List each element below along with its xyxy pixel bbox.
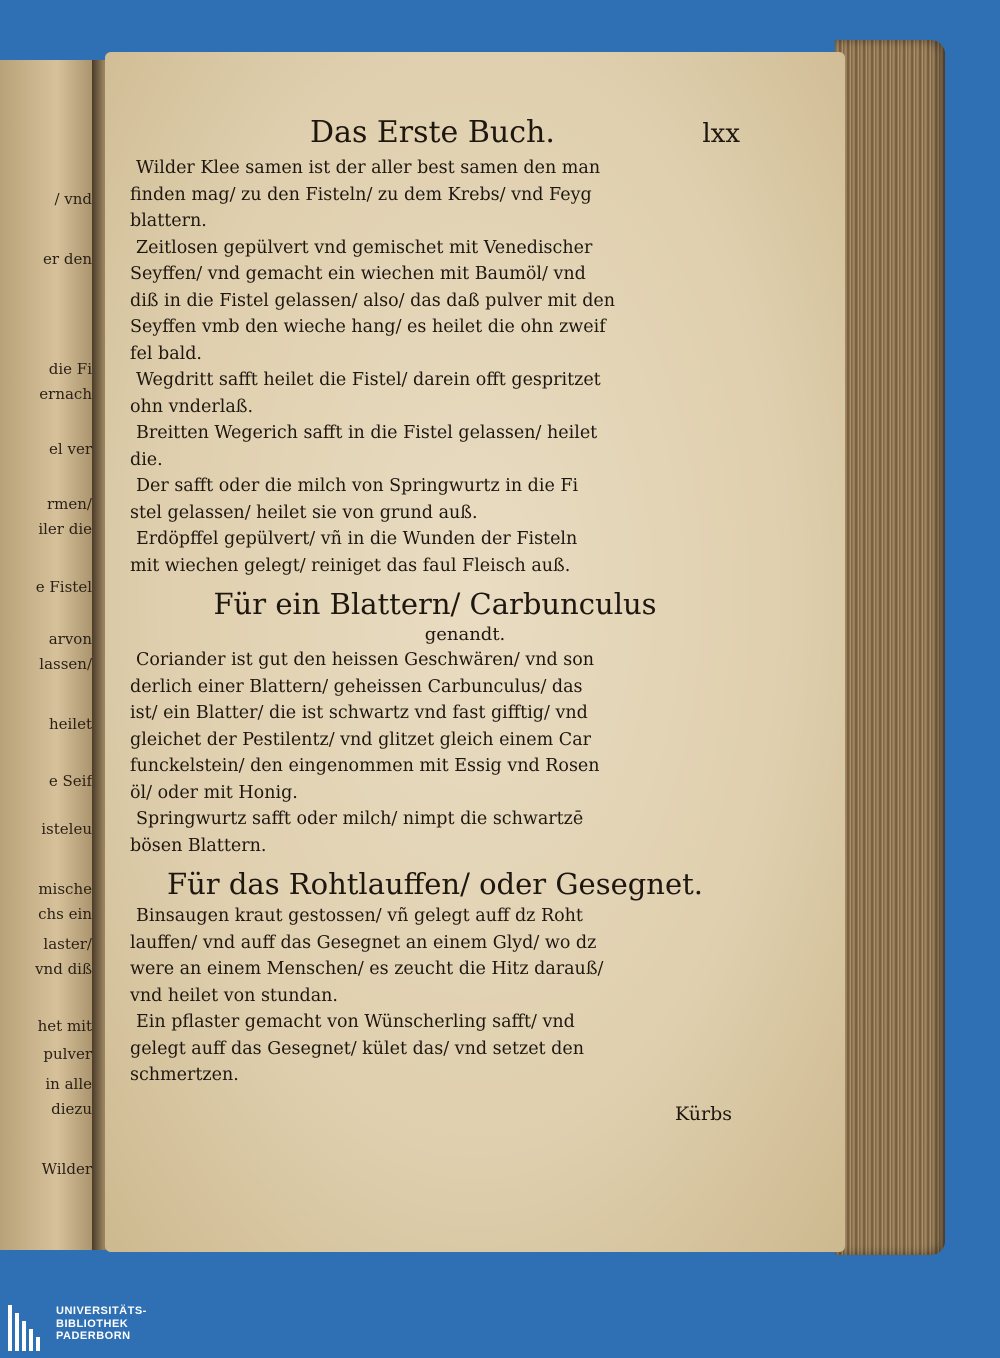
left-page-fragment: arvon	[48, 630, 92, 648]
paragraph	[130, 420, 740, 473]
library-logo-mark	[8, 1305, 46, 1351]
left-page-fragment: er den	[43, 250, 92, 268]
logo-line-2: BIBLIOTHEK	[56, 1317, 129, 1330]
left-page-fragment: pulver	[43, 1045, 92, 1063]
library-logo-text	[56, 1305, 147, 1343]
running-head-title: Das Erste Buch.	[310, 115, 555, 150]
text-line: Seyffen/ vnd gemacht ein wiechen mit Baumöl/ vnd	[130, 264, 586, 284]
text-line: vnd heilet von stundan.	[130, 985, 338, 1006]
text-line: stel gelassen/ heilet sie von grund auß.	[130, 502, 478, 523]
text-line: ohn vnderlaß.	[130, 396, 254, 417]
paragraph	[130, 155, 740, 235]
text-line: diß in die Fistel gelassen/ also/ das daß pulver mit den	[130, 290, 616, 311]
text-line: Breitten Wegerich safft in die Fistel gelassen/ heilet	[136, 423, 598, 443]
text-line: Der safft oder die milch von Springwurtz in die Fi	[136, 476, 579, 496]
left-page-fragment: / vnd	[54, 190, 92, 208]
running-head	[310, 115, 740, 155]
text-line: derlich einer Blattern/ geheissen Carbunculus/ das	[130, 676, 583, 697]
library-logo	[8, 1305, 147, 1351]
catchword: Kürbs	[674, 1102, 732, 1125]
text-line: funckelstein/ den eingenommen mit Essig vnd Rosen	[130, 756, 600, 776]
logo-line-3: PADERBORN	[56, 1330, 131, 1342]
text-line: Binsaugen kraut gestossen/ vñ gelegt auff dz Roht	[136, 906, 583, 926]
left-page-fragment: iler die	[38, 520, 92, 538]
text-line: blattern.	[130, 211, 207, 231]
paragraph	[130, 367, 740, 420]
text-line: Ein pflaster gemacht von Wünscherling safft/ vnd	[136, 1012, 575, 1032]
text-line: Wilder Klee samen ist der aller best samen den man	[136, 158, 601, 178]
paragraph	[130, 647, 740, 806]
text-line: Springwurtz safft oder milch/ nimpt die schwartzē	[136, 809, 584, 829]
paragraph	[130, 473, 740, 526]
section-heading-2: Für das Rohtlauffen/ oder Gesegnet.	[166, 867, 704, 901]
text-line: schmertzen.	[130, 1065, 239, 1085]
text-line: die.	[130, 449, 163, 470]
left-page-fragment: rmen/	[47, 495, 92, 513]
left-page-fragment: chs ein	[38, 905, 92, 923]
left-page-fragment: isteleu	[41, 820, 92, 838]
text-line: gelegt auff das Gesegnet/ kület das/ vnd setzet den	[130, 1038, 584, 1059]
text-line: lauffen/ vnd auff das Gesegnet an einem Glyd/ wo dz	[130, 932, 597, 953]
text-line: Erdöpffel gepülvert/ vñ in die Wunden der Fisteln	[136, 529, 578, 549]
paragraph-group-2	[130, 647, 740, 859]
left-page-fragment: laster/	[43, 935, 92, 953]
section-heading-1: Für ein Blattern/ Carbunculus	[213, 587, 657, 621]
paragraph	[130, 526, 740, 579]
left-page-fragment: het mit	[37, 1017, 92, 1035]
left-page-fragment: heilet	[48, 715, 92, 733]
left-page-edge	[0, 60, 98, 1250]
page-block-edges	[835, 40, 945, 1255]
left-page-fragment: diezu	[51, 1100, 92, 1118]
left-page-fragment: in alle	[45, 1075, 92, 1093]
left-page-fragment: e Seif	[48, 772, 92, 790]
text-line: öl/ oder mit Honig.	[130, 782, 298, 803]
left-page-fragment: Wilder	[41, 1160, 92, 1178]
text-line: gleichet der Pestilentz/ vnd glitzet gleich einem Car	[130, 729, 591, 750]
logo-line-1: UNIVERSITÄTS-	[56, 1305, 147, 1317]
left-page-fragment: lassen/	[39, 655, 92, 673]
paragraph	[130, 806, 740, 859]
paragraph	[130, 1009, 740, 1089]
text-line: Seyffen vmb den wieche hang/ es heilet die ohn zweif	[130, 317, 606, 337]
section-subheading-1: genandt.	[424, 624, 506, 645]
paragraph-group-3	[130, 903, 740, 1089]
text-line: Coriander ist gut den heissen Geschwären/ vnd son	[136, 650, 595, 670]
text-line: ist/ ein Blatter/ die ist schwartz vnd fast gifftig/ vnd	[130, 703, 588, 723]
text-line: Zeitlosen gepülvert vnd gemischet mit Venedischer	[136, 237, 593, 258]
paragraph-group-1	[130, 155, 740, 579]
text-line: Wegdritt safft heilet die Fistel/ darein offt gespritzet	[136, 370, 601, 390]
folio-number: lxx	[702, 119, 740, 149]
left-page-fragment: mische	[38, 880, 92, 898]
left-page-fragment: vnd diß	[35, 960, 92, 978]
page-text-block	[130, 115, 740, 1125]
left-page-fragment: ernach	[39, 385, 92, 403]
paragraph	[130, 235, 740, 368]
left-page-fragment: el ver	[49, 440, 92, 458]
text-line: finden mag/ zu den Fisteln/ zu dem Krebs/ vnd Feyg	[130, 184, 592, 205]
left-page-fragment: die Fi	[48, 360, 92, 378]
text-line: were an einem Menschen/ es zeucht die Hitz darauß/	[130, 959, 604, 979]
paragraph	[130, 903, 740, 1009]
left-page-fragment: e Fistel	[35, 578, 92, 596]
text-line: bösen Blattern.	[130, 835, 267, 856]
text-line: fel bald.	[130, 343, 202, 364]
text-line: mit wiechen gelegt/ reiniget das faul Fleisch auß.	[130, 555, 571, 576]
